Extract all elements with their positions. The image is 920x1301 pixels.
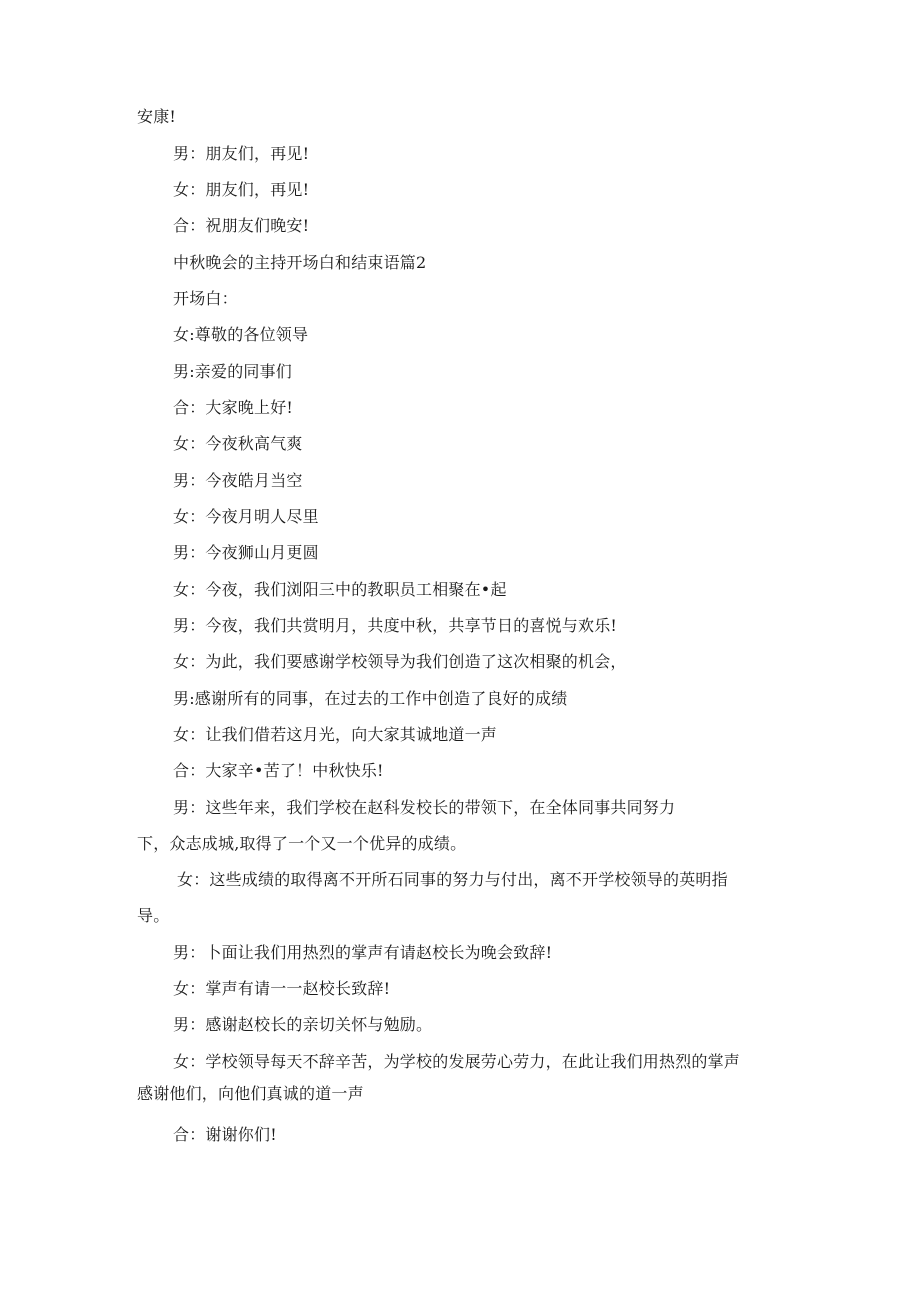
text-line: 男:亲爱的同事们 — [173, 362, 292, 381]
text-line: 男：朋友们，再见! — [173, 144, 310, 163]
text-line: 女：今夜，我们浏阳三中的教职员工相聚在•起 — [173, 580, 507, 599]
text-line: 男：今夜狮山月更圆 — [173, 543, 319, 562]
text-line: 女：今夜月明人尽里 — [173, 507, 319, 526]
text-line: 女：这些成绩的取得离不开所石同事的努力与付出，离不开学校领导的英明指 — [177, 870, 728, 889]
text-line: 导。 — [137, 906, 170, 925]
section-heading: 中秋晚会的主持开场白和结束语篇2 — [173, 253, 427, 272]
text-line: 男：感谢赵校长的亲切关怀与勉励。 — [173, 1015, 433, 1034]
text-line: 安康! — [137, 107, 177, 126]
text-line: 女：为此，我们要感谢学校领导为我们创造了这次相聚的机会， — [173, 652, 627, 671]
text-line: 合：谢谢你们! — [173, 1125, 277, 1144]
text-line: 开场白： — [173, 289, 238, 308]
text-line: 合：祝朋友们晚安! — [173, 216, 310, 235]
text-line: 下，众志成城,取得了一个又一个优异的成绩。 — [137, 834, 467, 853]
text-line: 女:尊敬的各位领导 — [173, 325, 309, 344]
text-line: 感谢他们，向他们真诚的道一声 — [137, 1084, 364, 1103]
text-line: 男：这些年来，我们学校在赵科发校长的带领下，在全体同事共同努力 — [173, 798, 676, 817]
text-line: 合：大家辛•苦了！中秋快乐! — [173, 761, 384, 780]
text-line: 女：掌声有请一一赵校长致辞! — [173, 979, 391, 998]
text-line: 男：今夜皓月当空 — [173, 471, 303, 490]
text-line: 女：让我们借若这月光，向大家其诚地道一声 — [173, 725, 498, 744]
text-line: 男：今夜，我们共赏明月，共度中秋，共享节日的喜悦与欢乐! — [173, 616, 618, 635]
text-line: 女：朋友们，再见! — [173, 180, 310, 199]
text-line: 女：今夜秋高气爽 — [173, 434, 303, 453]
text-line: 女：学校领导每天不辞辛苦，为学校的发展劳心劳力，在此让我们用热烈的掌声 — [173, 1052, 741, 1071]
text-line: 合：大家晚上好! — [173, 398, 294, 417]
text-line: 男:感谢所有的同事，在过去的工作中创造了良好的成绩 — [173, 689, 568, 708]
text-line: 男：卜面让我们用热烈的掌声有请赵校长为晚会致辞! — [173, 943, 553, 962]
